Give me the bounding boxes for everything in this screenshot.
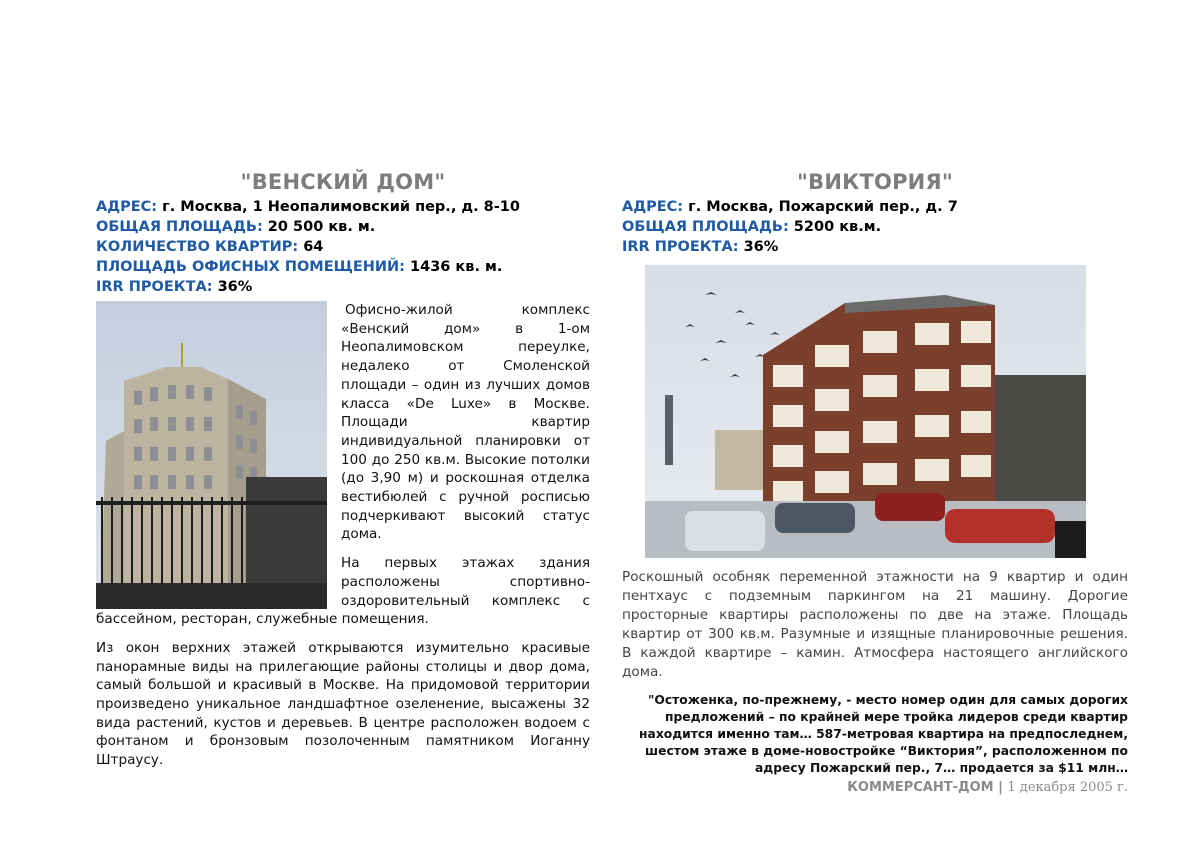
address-field: АДРЕС: г. Москва, Пожарский пер., д. 7	[622, 199, 958, 215]
project-title: "ВИКТОРИЯ"	[797, 170, 953, 194]
project-viktoriya	[622, 170, 1128, 795]
irr-field: IRR ПРОЕКТА: 36%	[622, 239, 779, 255]
source-name: КОММЕРСАНТ-ДОМ	[847, 780, 994, 795]
quote-source: КОММЕРСАНТ-ДОМ | 1 декабря 2005 г.	[847, 780, 1128, 795]
description-paragraph-2: На первых этажах здания расположены спортивно-оздоровительный комплекс с бассейном, ресторан, служебные помещения.	[96, 555, 590, 628]
description-block	[96, 301, 590, 770]
building-photo	[96, 301, 327, 609]
project-venskiy-dom	[96, 170, 590, 780]
total-area-field: ОБЩАЯ ПЛОЩАДЬ: 20 500 кв. м.	[96, 219, 376, 235]
source-date: 1 декабря 2005 г.	[1007, 780, 1128, 795]
address-field: АДРЕС: г. Москва, 1 Неопалимовский пер., д. 8-10	[96, 199, 520, 215]
press-quote: "Остоженка, по-прежнему, - место номер один для самых дорогих предложений – по крайней мере тройка лидеров среди квартир находится именно там… 587-метровая квартира на предпоследнем, шестом этаже в доме-новостройке “Виктория”, расположенном по адресу Пожарский пер., 7… продается за $11 млн…	[639, 693, 1128, 775]
total-area-field: ОБЩАЯ ПЛОЩАДЬ: 5200 кв.м.	[622, 219, 882, 235]
description-paragraph: Роскошный особняк переменной этажности на 9 квартир и один пентхаус с подземным паркингом на 21 машину. Дорогие просторные квартиры расположены по две на этаже. Площадь квартир от 300 кв.м. Разумные и изящные планировочные решения. В каждой квартире – камин. Атмосфера настоящего английского дома.	[622, 569, 1128, 680]
office-area-field: ПЛОЩАДЬ ОФИСНЫХ ПОМЕЩЕНИЙ: 1436 кв. м.	[96, 259, 503, 275]
building-photo	[645, 265, 1086, 558]
description-paragraph-3: Из окон верхних этажей открываются изумительно красивые панорамные виды на прилегающие районы столицы и двор дома, самый большой и красивый в Москве. На придомовой территории произведено уникальное ландшафтное озеленение, высажены 32 вида растений, кустов и деревьев. В центре расположен водоем с фонтаном и бронзовым позолоченным памятником Иоганну Штраусу.	[96, 639, 590, 769]
description-paragraph-1: Офисно-жилой комплекс «Венский дом» в 1-ом Неопалимовском переулке, недалеко от Смоленской площади – один из лучших домов класса «De Luxe» в Москве. Площади квартир индивидуальной планировки от 100 до 250 кв.м. Высокие потолки (до 3,90 м) и роскошная отделка вестибюлей с ручной росписью подчеркивают высокий статус дома.	[341, 302, 590, 543]
project-title: "ВЕНСКИЙ ДОМ"	[240, 170, 446, 194]
irr-field: IRR ПРОЕКТА: 36%	[96, 279, 253, 295]
apartments-count-field: КОЛИЧЕСТВО КВАРТИР: 64	[96, 239, 324, 255]
